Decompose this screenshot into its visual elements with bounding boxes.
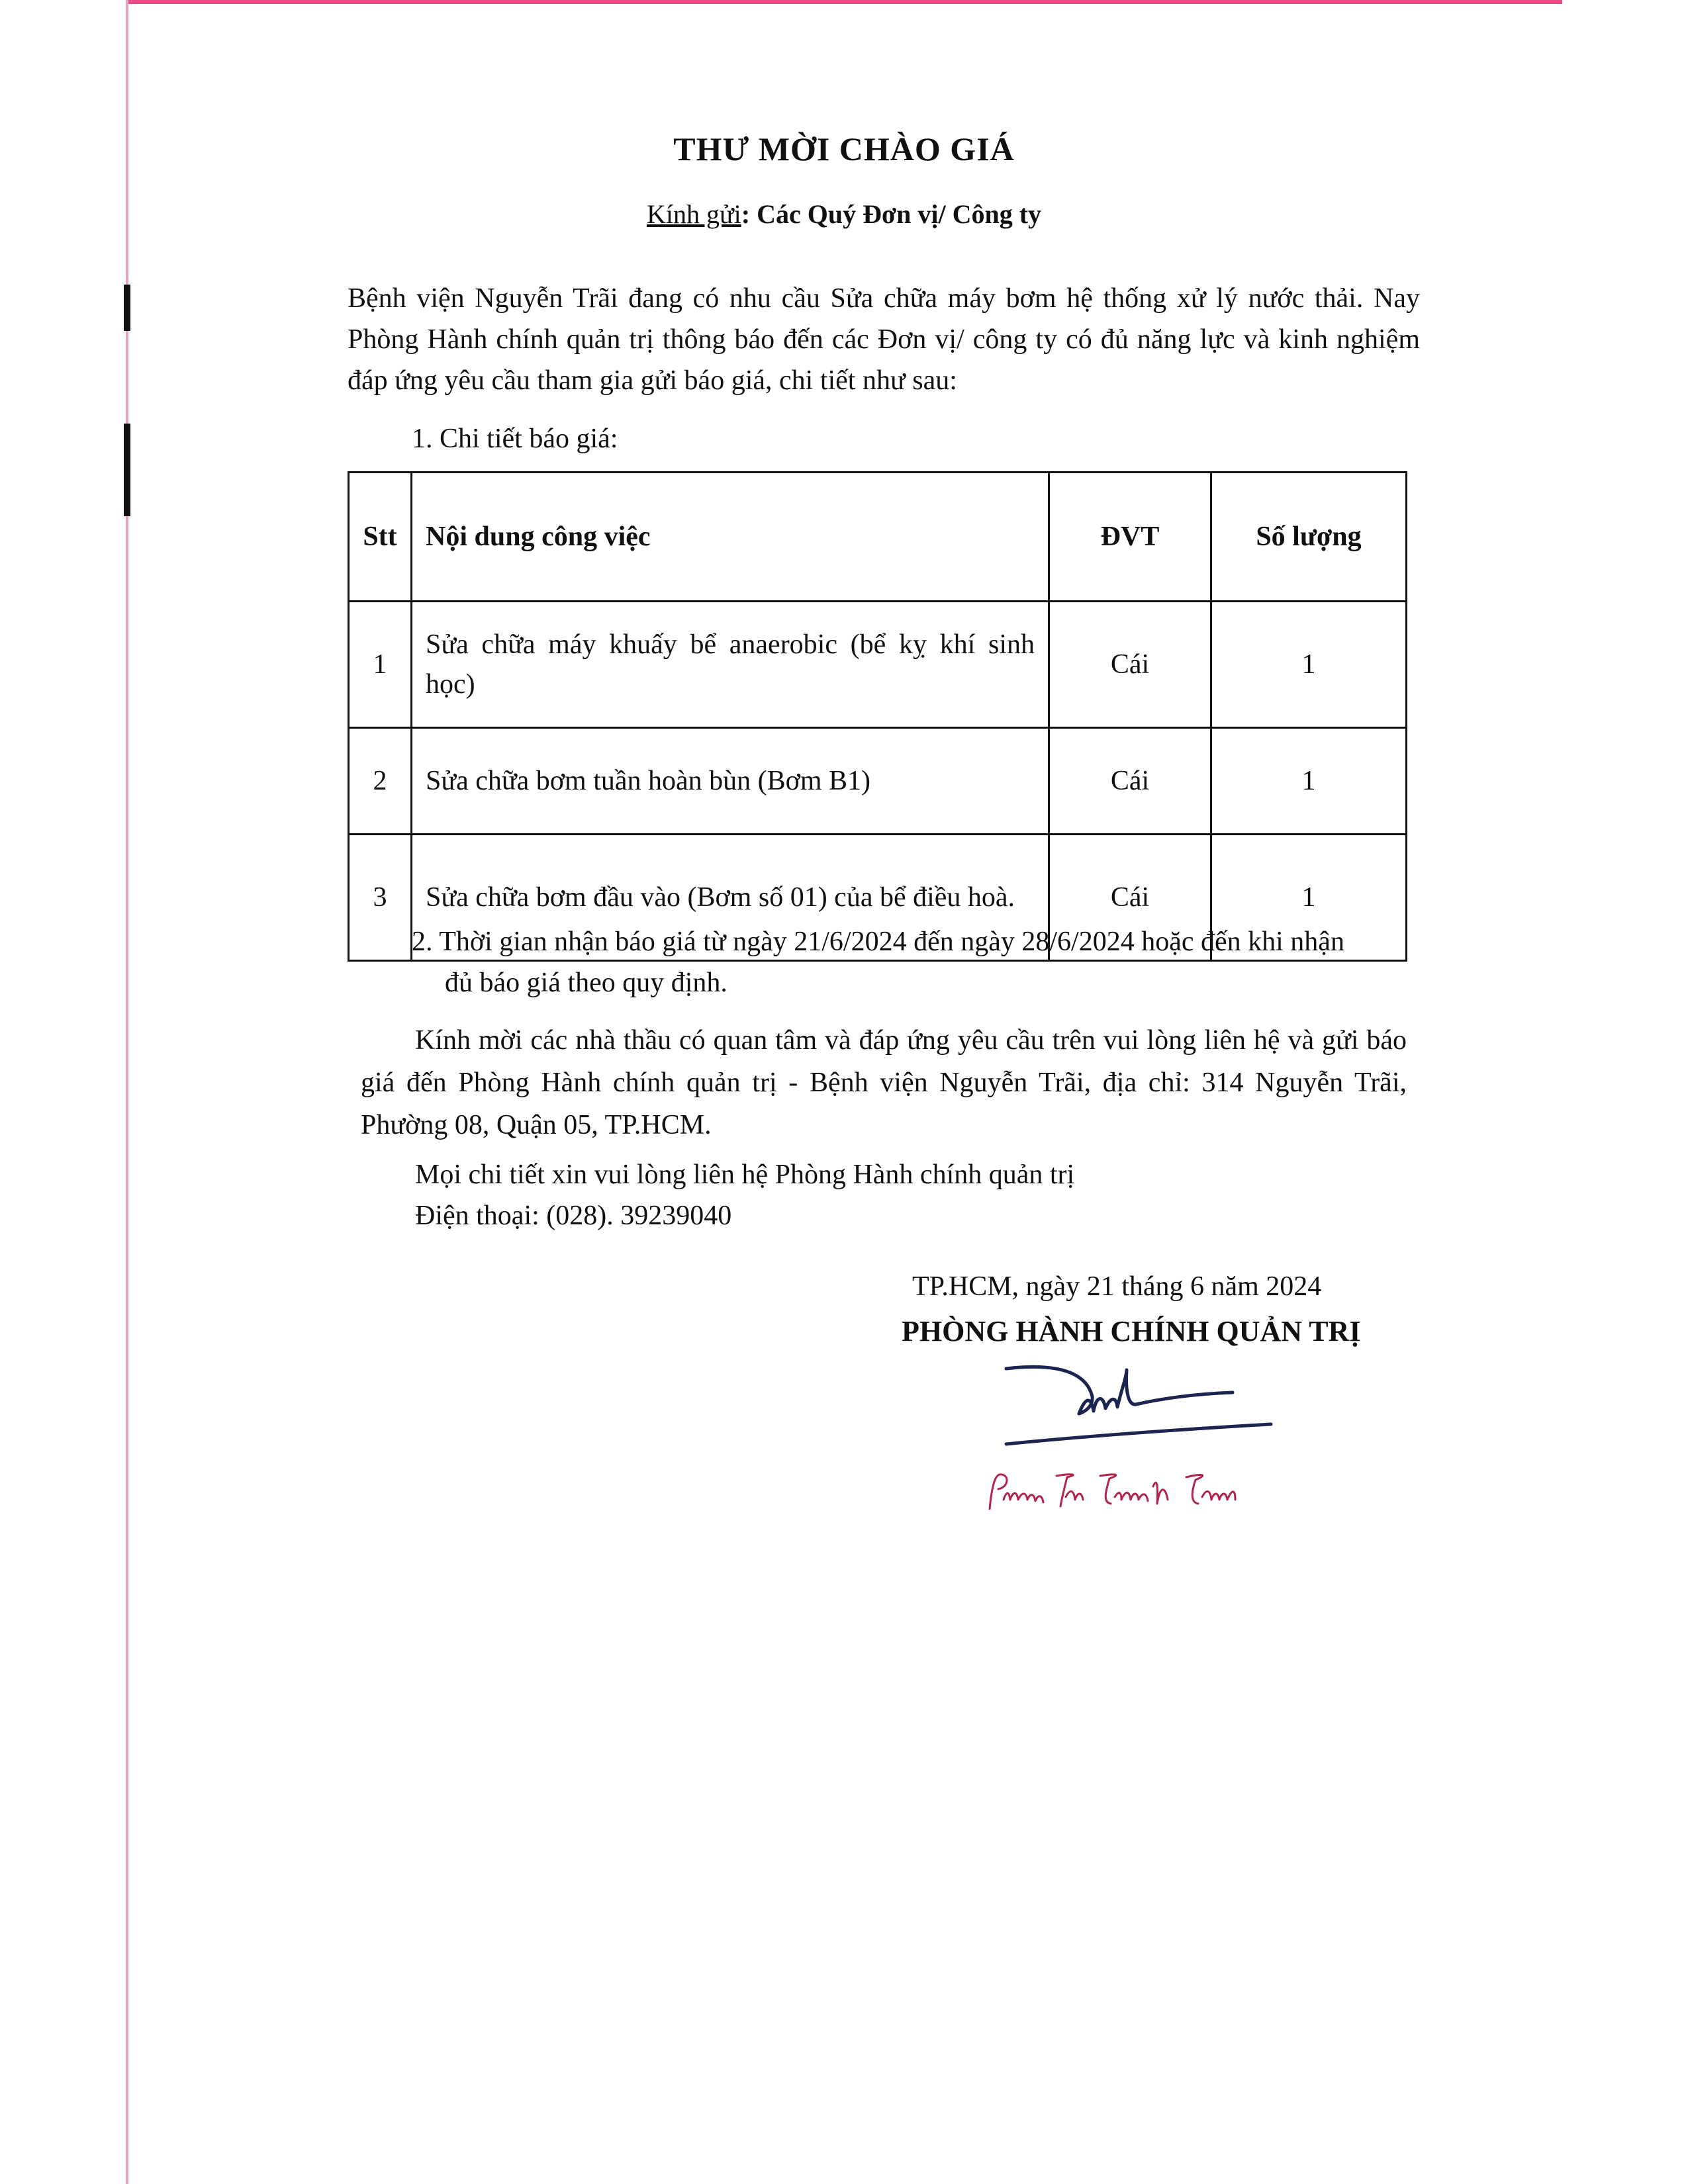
handwritten-signature [1006, 1367, 1271, 1444]
quote-table [348, 471, 1407, 962]
document-title: THƯ MỜI CHÀO GIÁ [673, 130, 1015, 167]
header-qty: Số lượng [1211, 473, 1407, 602]
intro-paragraph: Bệnh viện Nguyễn Trãi đang có nhu cầu Sửa chữa máy bơm hệ thống xử lý nước thải. Nay Phòng Hành chính quản trị thông báo đến các Đơn vị/ công ty có đủ năng lực và kinh nghiệm đáp ứng yêu cầu tham gia gửi báo giá, chi tiết như sau: [348, 283, 1420, 396]
phone-line: Điện thoại: (028). 39239040 [415, 1201, 732, 1231]
table-header-row [349, 473, 1407, 602]
signature-department: PHÒNG HÀNH CHÍNH QUẢN TRỊ [902, 1315, 1361, 1347]
header-content: Nội dung công việc [412, 473, 1049, 602]
scan-mark [124, 285, 130, 331]
header-unit: ĐVT [1049, 473, 1211, 602]
closing-paragraph: Kính mời các nhà thầu có quan tâm và đáp ứng yêu cầu trên vui lòng liên hệ và gửi báo giá đến Phòng Hành chính quản trị - Bệnh viện Nguyễn Trãi, địa chỉ: 314 Nguyễn Trãi, Phường 08, Quận 05, TP.HCM. [361, 1025, 1407, 1140]
signature-name-handwriting [990, 1475, 1235, 1509]
cell-stt: 3 [349, 835, 412, 961]
contact-line: Mọi chi tiết xin vui lòng liên hệ Phòng Hành chính quản trị [415, 1160, 1075, 1190]
recipient-value: : Các Quý Đơn vị/ Công ty [741, 199, 1042, 229]
cell-unit: Cái [1049, 835, 1211, 961]
section-1-heading: 1. Chi tiết báo giá: [412, 424, 618, 454]
signature-block [980, 1350, 1297, 1516]
signature-date: TP.HCM, ngày 21 tháng 6 năm 2024 [912, 1271, 1322, 1302]
cell-qty: 1 [1211, 728, 1407, 835]
cell-content: Sửa chữa bơm đầu vào (Bơm số 01) của bể điều hoà. [412, 835, 1049, 961]
section-2-line-1: 2. Thời gian nhận báo giá từ ngày 21/6/2024 đến ngày 28/6/2024 hoặc đến khi nhận [412, 927, 1344, 957]
cell-content: Sửa chữa bơm tuần hoàn bùn (Bơm B1) [412, 728, 1049, 835]
table-row [349, 602, 1407, 728]
recipient-line [0, 199, 1688, 230]
cell-stt: 2 [349, 728, 412, 835]
section-2-line-2: đủ báo giá theo quy định. [445, 968, 727, 998]
recipient-label: Kính gửi [646, 199, 741, 229]
cell-content: Sửa chữa máy khuấy bể anaerobic (bể kỵ khí sinh học) [412, 602, 1049, 728]
scan-edge-top [126, 0, 1562, 4]
table-row [349, 728, 1407, 835]
header-stt: Stt [349, 473, 412, 602]
cell-qty: 1 [1211, 835, 1407, 961]
scan-mark [124, 424, 130, 516]
section-2 [412, 921, 1411, 1003]
cell-unit: Cái [1049, 602, 1211, 728]
cell-stt: 1 [349, 602, 412, 728]
cell-unit: Cái [1049, 728, 1211, 835]
cell-qty: 1 [1211, 602, 1407, 728]
